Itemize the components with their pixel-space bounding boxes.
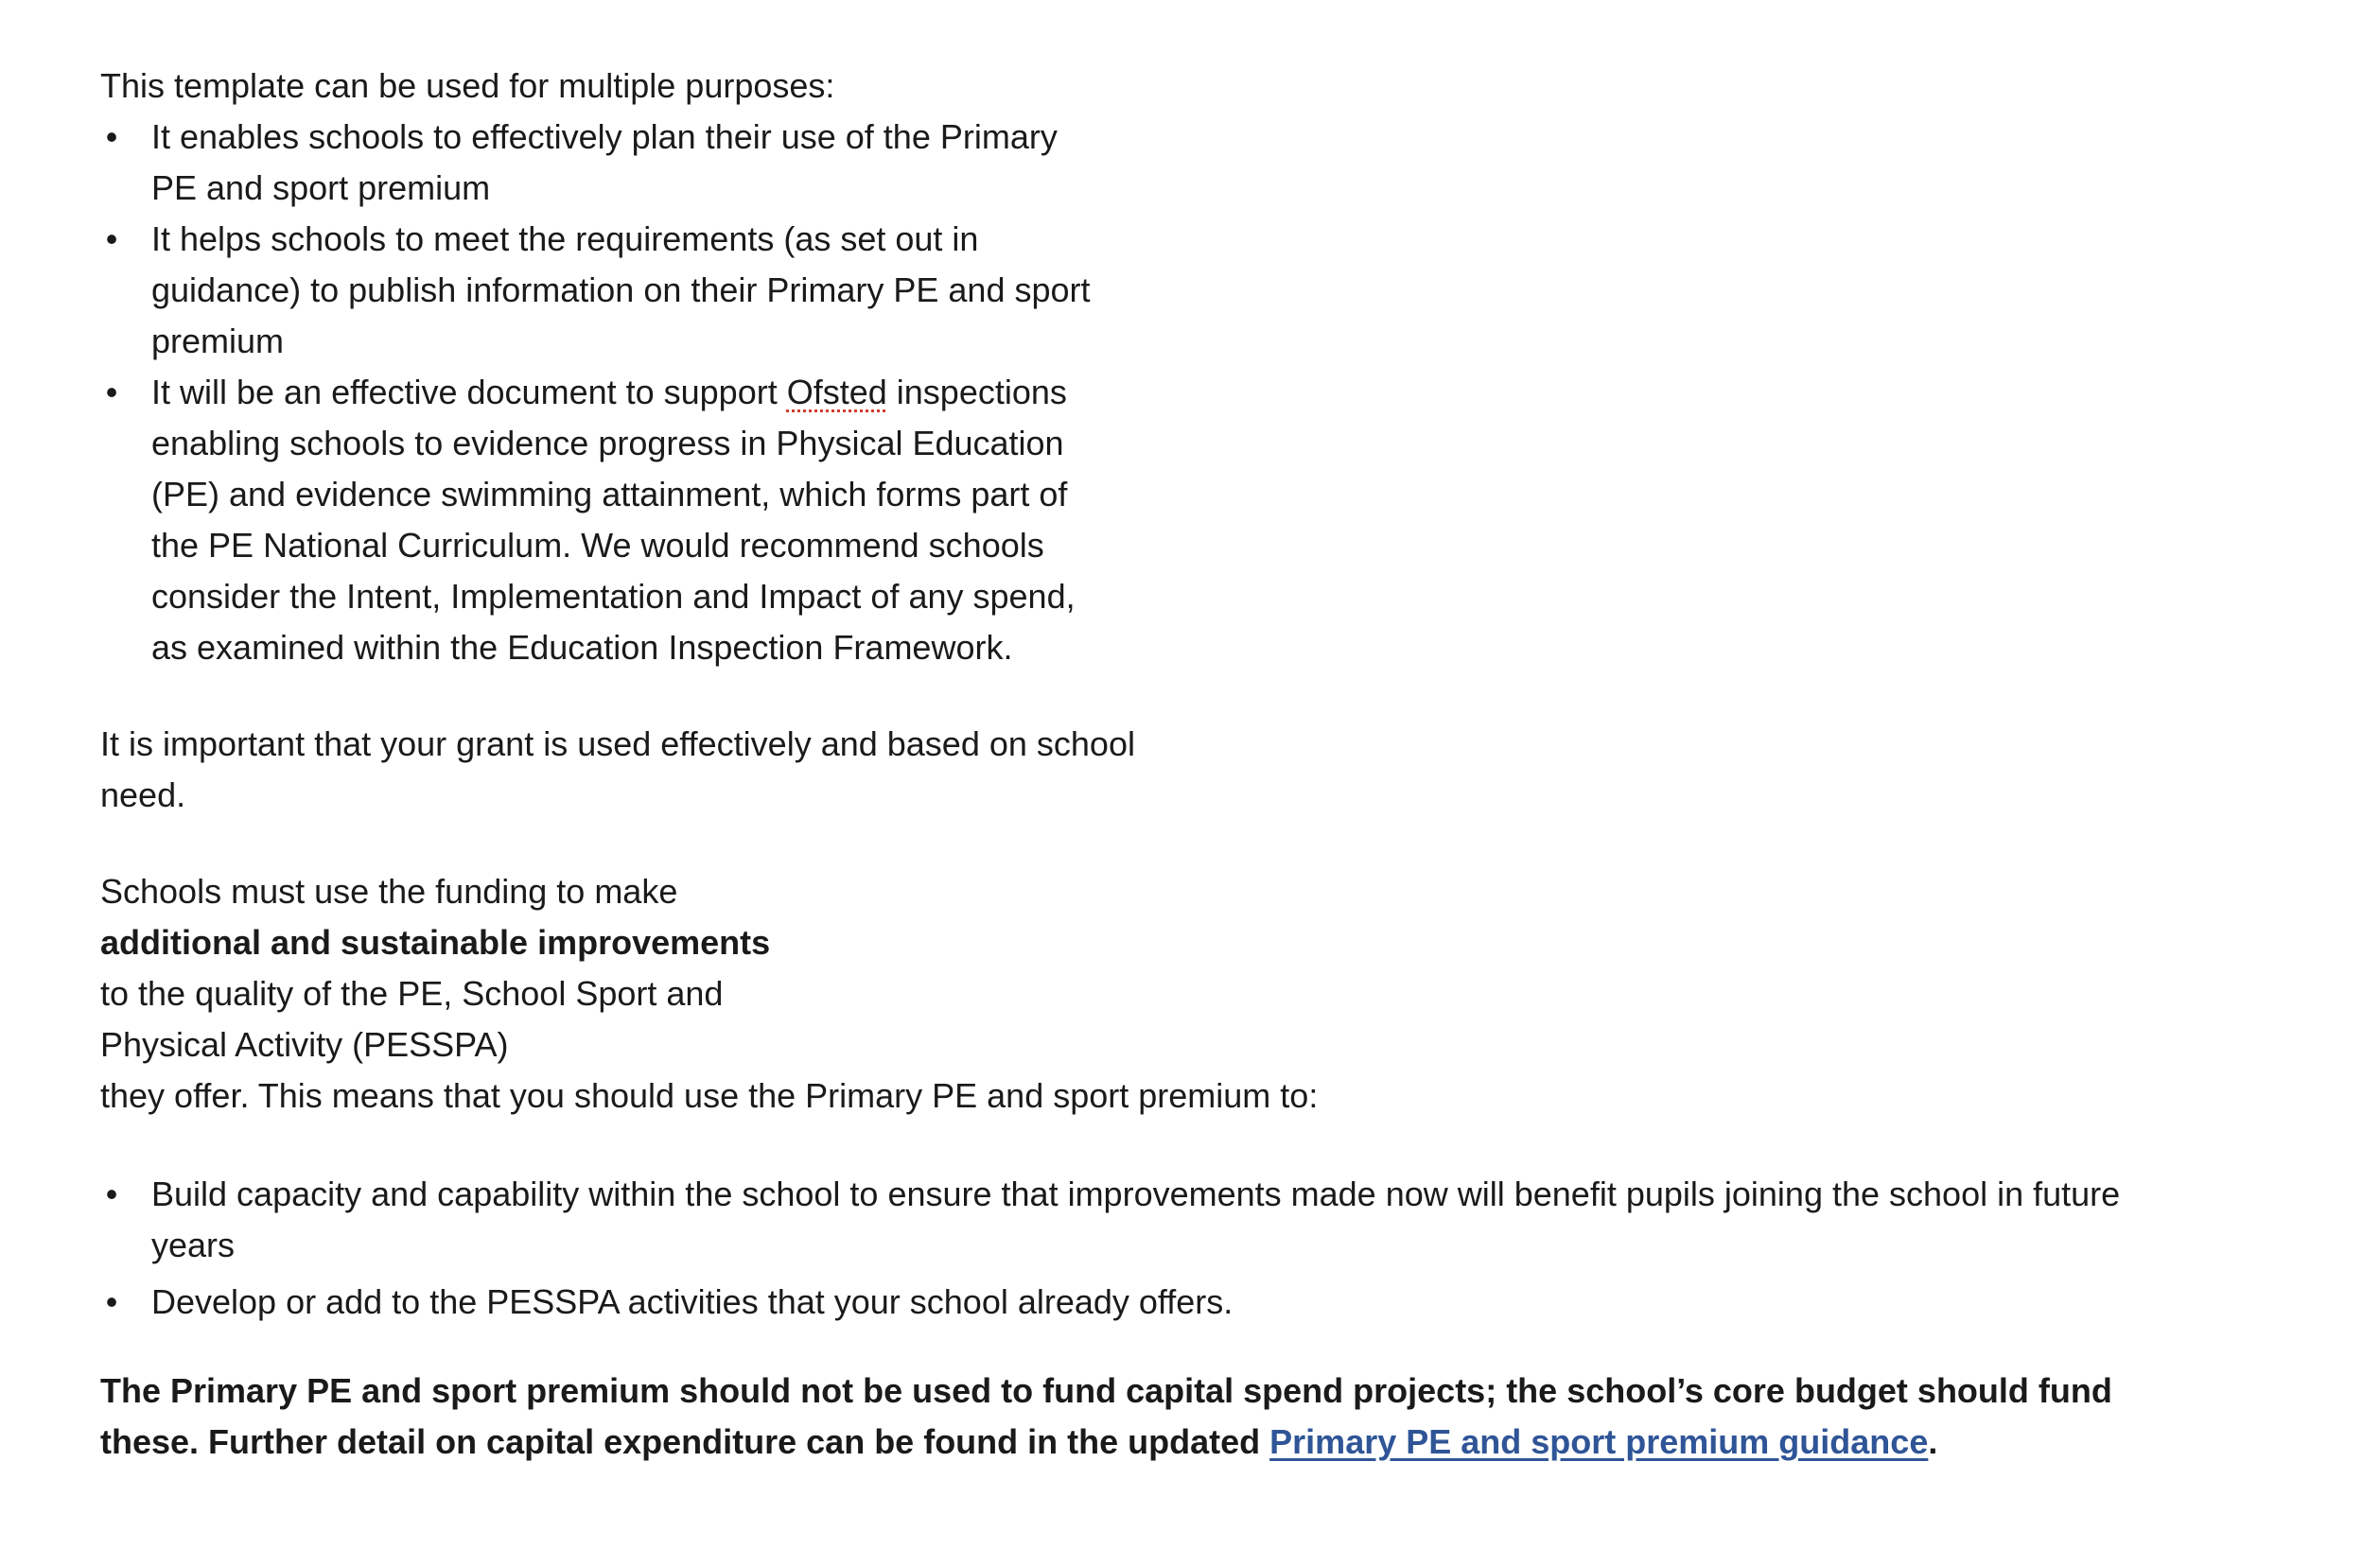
- list-item-text-before: It will be an effective document to support: [151, 373, 787, 411]
- purposes-list: [100, 112, 1094, 673]
- funding-text-2: to the quality of the PE, School Sport and Physical Activity (PESSPA): [100, 974, 724, 1064]
- list-item-text: It enables schools to effectively plan their use of the Primary PE and sport premium: [151, 117, 1058, 207]
- list-item: [100, 367, 1094, 673]
- guidance-link[interactable]: Primary PE and sport premium guidance: [1269, 1422, 1929, 1461]
- list-item: [100, 214, 1094, 367]
- list-item: [100, 1277, 2181, 1328]
- list-item: [100, 1169, 2181, 1271]
- funding-bold-text: additional and sustainable improvements: [100, 923, 771, 962]
- bullet-icon: •: [105, 373, 118, 411]
- list-item-text: It helps schools to meet the requirements (as set out in guidance) to publish information on their Primary PE and sport premium: [151, 219, 1091, 360]
- list-item: [100, 112, 1094, 214]
- funding-continuation: they offer. This means that you should use the Primary PE and sport premium to:: [100, 1076, 1319, 1115]
- important-paragraph: It is important that your grant is used effectively and based on school need.: [100, 724, 1135, 814]
- list-item-text: Build capacity and capability within the school to ensure that improvements made now will benefit pupils joining the school in future years: [151, 1175, 2121, 1264]
- document-page: [100, 61, 2276, 1468]
- uses-list: [100, 1169, 2181, 1328]
- capital-text: The Primary PE and sport premium should not be used to fund capital spend projects; the school’s core budget should fund these. Further detail on capital expenditure can be found in the updated: [100, 1371, 2112, 1461]
- intro-heading: This template can be used for multiple purposes:: [100, 66, 835, 105]
- bullet-icon: •: [105, 1175, 118, 1213]
- capital-paragraph: [100, 1366, 2181, 1468]
- bullet-icon: •: [105, 117, 118, 156]
- list-item-text-after: inspections enabling schools to evidence progress in Physical Education (PE) and evidence swimming attainment, which forms part of the PE National Curriculum. We would recommend schools consider the Intent, Implementation and Impact of any spend, as examined within the Education Inspection Framework.: [151, 373, 1076, 667]
- spellcheck-flagged-word[interactable]: Ofsted: [786, 373, 887, 411]
- funding-text-1: Schools must use the funding to make: [100, 872, 678, 911]
- bullet-icon: •: [105, 1282, 118, 1321]
- funding-paragraph: [100, 866, 781, 1070]
- capital-end: .: [1928, 1422, 1938, 1461]
- list-item-text: Develop or add to the PESSPA activities that your school already offers.: [151, 1282, 1234, 1321]
- bullet-icon: •: [105, 219, 118, 258]
